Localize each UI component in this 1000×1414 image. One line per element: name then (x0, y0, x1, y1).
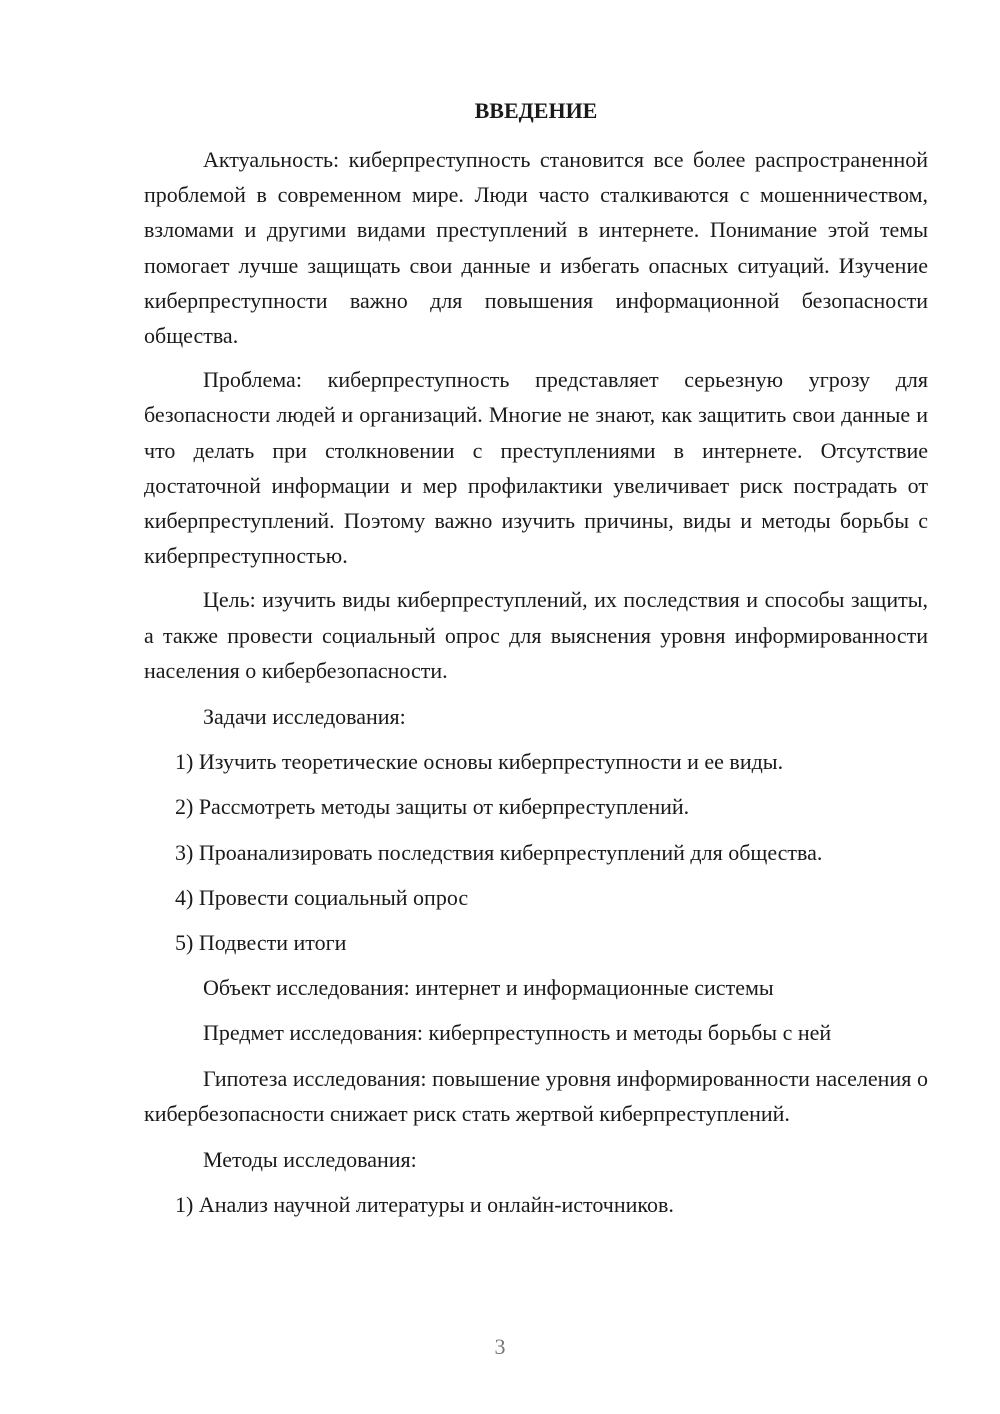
task-item: 4) Провести социальный опрос (175, 884, 469, 910)
methods-heading: Методы исследования: (203, 1147, 417, 1173)
page-number: 3 (494, 1334, 506, 1359)
method-item: 1) Анализ научной литературы и онлайн-источников. (175, 1192, 674, 1218)
goal-paragraph: Цель: изучить виды киберпреступлений, их последствия и способы защиты, а также провести социальный опрос для выяснения уровня информированности населения о кибербезопасности. (144, 587, 928, 683)
tasks-list (144, 744, 928, 960)
task-item: 2) Рассмотреть методы защиты от киберпреступлений. (175, 794, 690, 820)
task-item: 1) Изучить теоретические основы киберпреступности и ее виды. (175, 749, 784, 775)
task-item: 5) Подвести итоги (175, 930, 347, 956)
methods-list (144, 1187, 928, 1222)
object-paragraph: Объект исследования: интернет и информационные системы (203, 975, 774, 1001)
problem-paragraph: Проблема: киберпреступность представляет серьезную угрозу для безопасности людей и организаций. Многие не знают, как защитить свои данные и что делать при столкновении с преступлениями в интернете. Отсутствие достаточной информации и мер профилактики увеличивает риск пострадать от киберпреступлений. Поэтому важно изучить причины, виды и методы борьбы с киберпреступностью. (144, 367, 928, 569)
page-content (144, 96, 928, 1222)
subject-paragraph: Предмет исследования: киберпреступность и методы борьбы с ней (203, 1020, 832, 1046)
relevance-paragraph: Актуальность: киберпреступность становится все более распространенной проблемой в современном мире. Люди часто сталкиваются с мошенничеством, взломами и другими видами преступлений в интернете. Понимание этой темы помогает лучше защищать свои данные и избегать опасных ситуаций. Изучение киберпреступности важно для повышения информационной безопасности общества. (144, 147, 928, 349)
task-item: 3) Проанализировать последствия киберпреступлений для общества. (175, 839, 823, 865)
hypothesis-paragraph: Гипотеза исследования: повышение уровня информированности населения о кибербезопасности снижает риск стать жертвой киберпреступлений. (144, 1065, 928, 1126)
tasks-heading: Задачи исследования: (203, 704, 406, 730)
page-title: ВВЕДЕНИЕ (474, 98, 598, 123)
